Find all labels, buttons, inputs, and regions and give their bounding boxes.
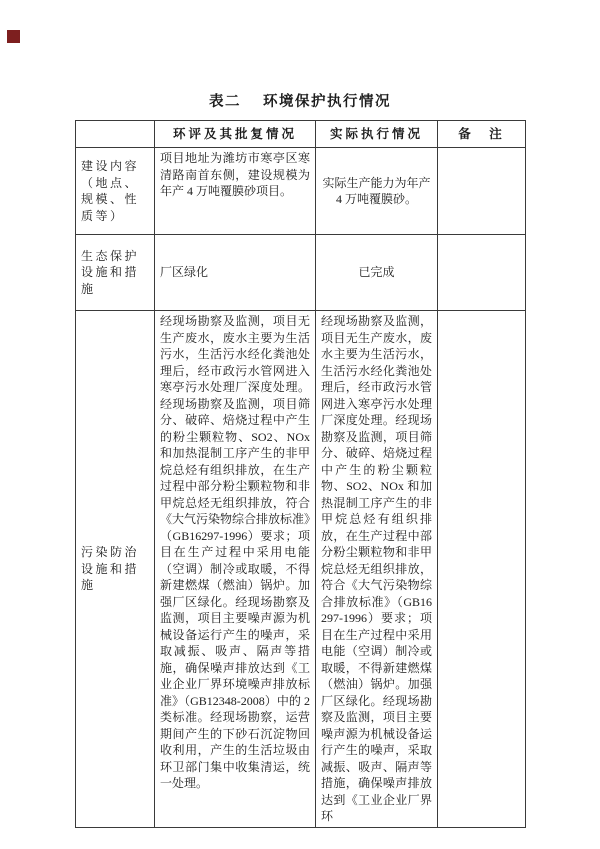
cell-actual-construction-content: 实际生产能力为年产 4 万吨覆膜砂。 (316, 148, 438, 235)
cell-remark-construction-content (438, 148, 526, 235)
table-row-pollution-prevention (76, 311, 526, 828)
environment-protection-table (75, 120, 526, 828)
table-row-ecological-protection (76, 235, 526, 311)
header-eia-approval: 环评及其批复情况 (155, 121, 316, 148)
page-title-text: 环境保护执行情况 (263, 94, 391, 110)
cell-eia-construction-content: 项目地址为潍坊市寒亭区寒清路南首东侧，建设规模为年产 4 万吨覆膜砂项目。 (155, 148, 316, 235)
row-label-pollution-prevention: 污染防治设施和措施 (76, 311, 155, 828)
table-header-row (76, 121, 526, 148)
cell-remark-ecological-protection (438, 235, 526, 311)
cell-actual-ecological-protection: 已完成 (316, 235, 438, 311)
header-row-label (76, 121, 155, 148)
table-row-construction-content (76, 148, 526, 235)
page-title-prefix: 表二 (209, 94, 241, 110)
cell-remark-pollution-prevention (438, 311, 526, 828)
cell-eia-pollution-prevention: 经现场勘察及监测，项目无生产废水，废水主要为生活污水，生活污水经化粪池处理后，经市政污水管网进入寒亭污水处理厂深度处理。经现场勘察及监测，项目筛分、破碎、焙烧过程中产生的粉尘颗粒物、SO2、NOx 和加热混制工序产生的非甲烷总烃有组织排放，在生产过程中部分粉尘颗粒物和非甲烷总烃无组织排放，符合《大气污染物综合排放标准》（GB16297-1996）要求；项目在生产过程中采用电能（空调）制冷或取暖，不得新建燃煤（燃油）锅炉。加强厂区绿化。经现场勘察及监测，项目主要噪声源为机械设备运行产生的噪声，采取减振、吸声、隔声等措施，确保噪声排放达到《工业企业厂界环境噪声排放标准》（GB12348-2008）中的 2 类标准。经现场勘察，运营期间产生的下砂石沉淀物回收利用，产生的生活垃圾由环卫部门集中收集清运，统一处理。 (155, 311, 316, 828)
red-seal-mark (7, 30, 20, 43)
row-label-ecological-protection: 生态保护设施和措施 (76, 235, 155, 311)
page-title (0, 90, 600, 111)
header-actual-execution: 实际执行情况 (316, 121, 438, 148)
row-label-construction-content: 建设内容（地点、规模、性质等） (76, 148, 155, 235)
header-remark: 备 注 (438, 121, 526, 148)
cell-actual-pollution-prevention: 经现场勘察及监测，项目无生产废水，废水主要为生活污水，生活污水经化粪池处理后，经市政污水管网进入寒亭污水处理厂深度处理。经现场勘察及监测，项目筛分、破碎、焙烧过程中产生的粉尘颗粒物、SO2、NOx 和加热混制工序产生的非甲烷总烃有组织排放，在生产过程中部分粉尘颗粒物和非甲烷总烃无组织排放，符合《大气污染物综合排放标准》（GB16297-1996）要求；项目在生产过程中采用电能（空调）制冷或取暖，不得新建燃煤（燃油）锅炉。加强厂区绿化。经现场勘察及监测，项目主要噪声源为机械设备运行产生的噪声，采取减振、吸声、隔声等措施，确保噪声排放达到《工业企业厂界环 (316, 311, 438, 828)
cell-eia-ecological-protection: 厂区绿化 (155, 235, 316, 311)
